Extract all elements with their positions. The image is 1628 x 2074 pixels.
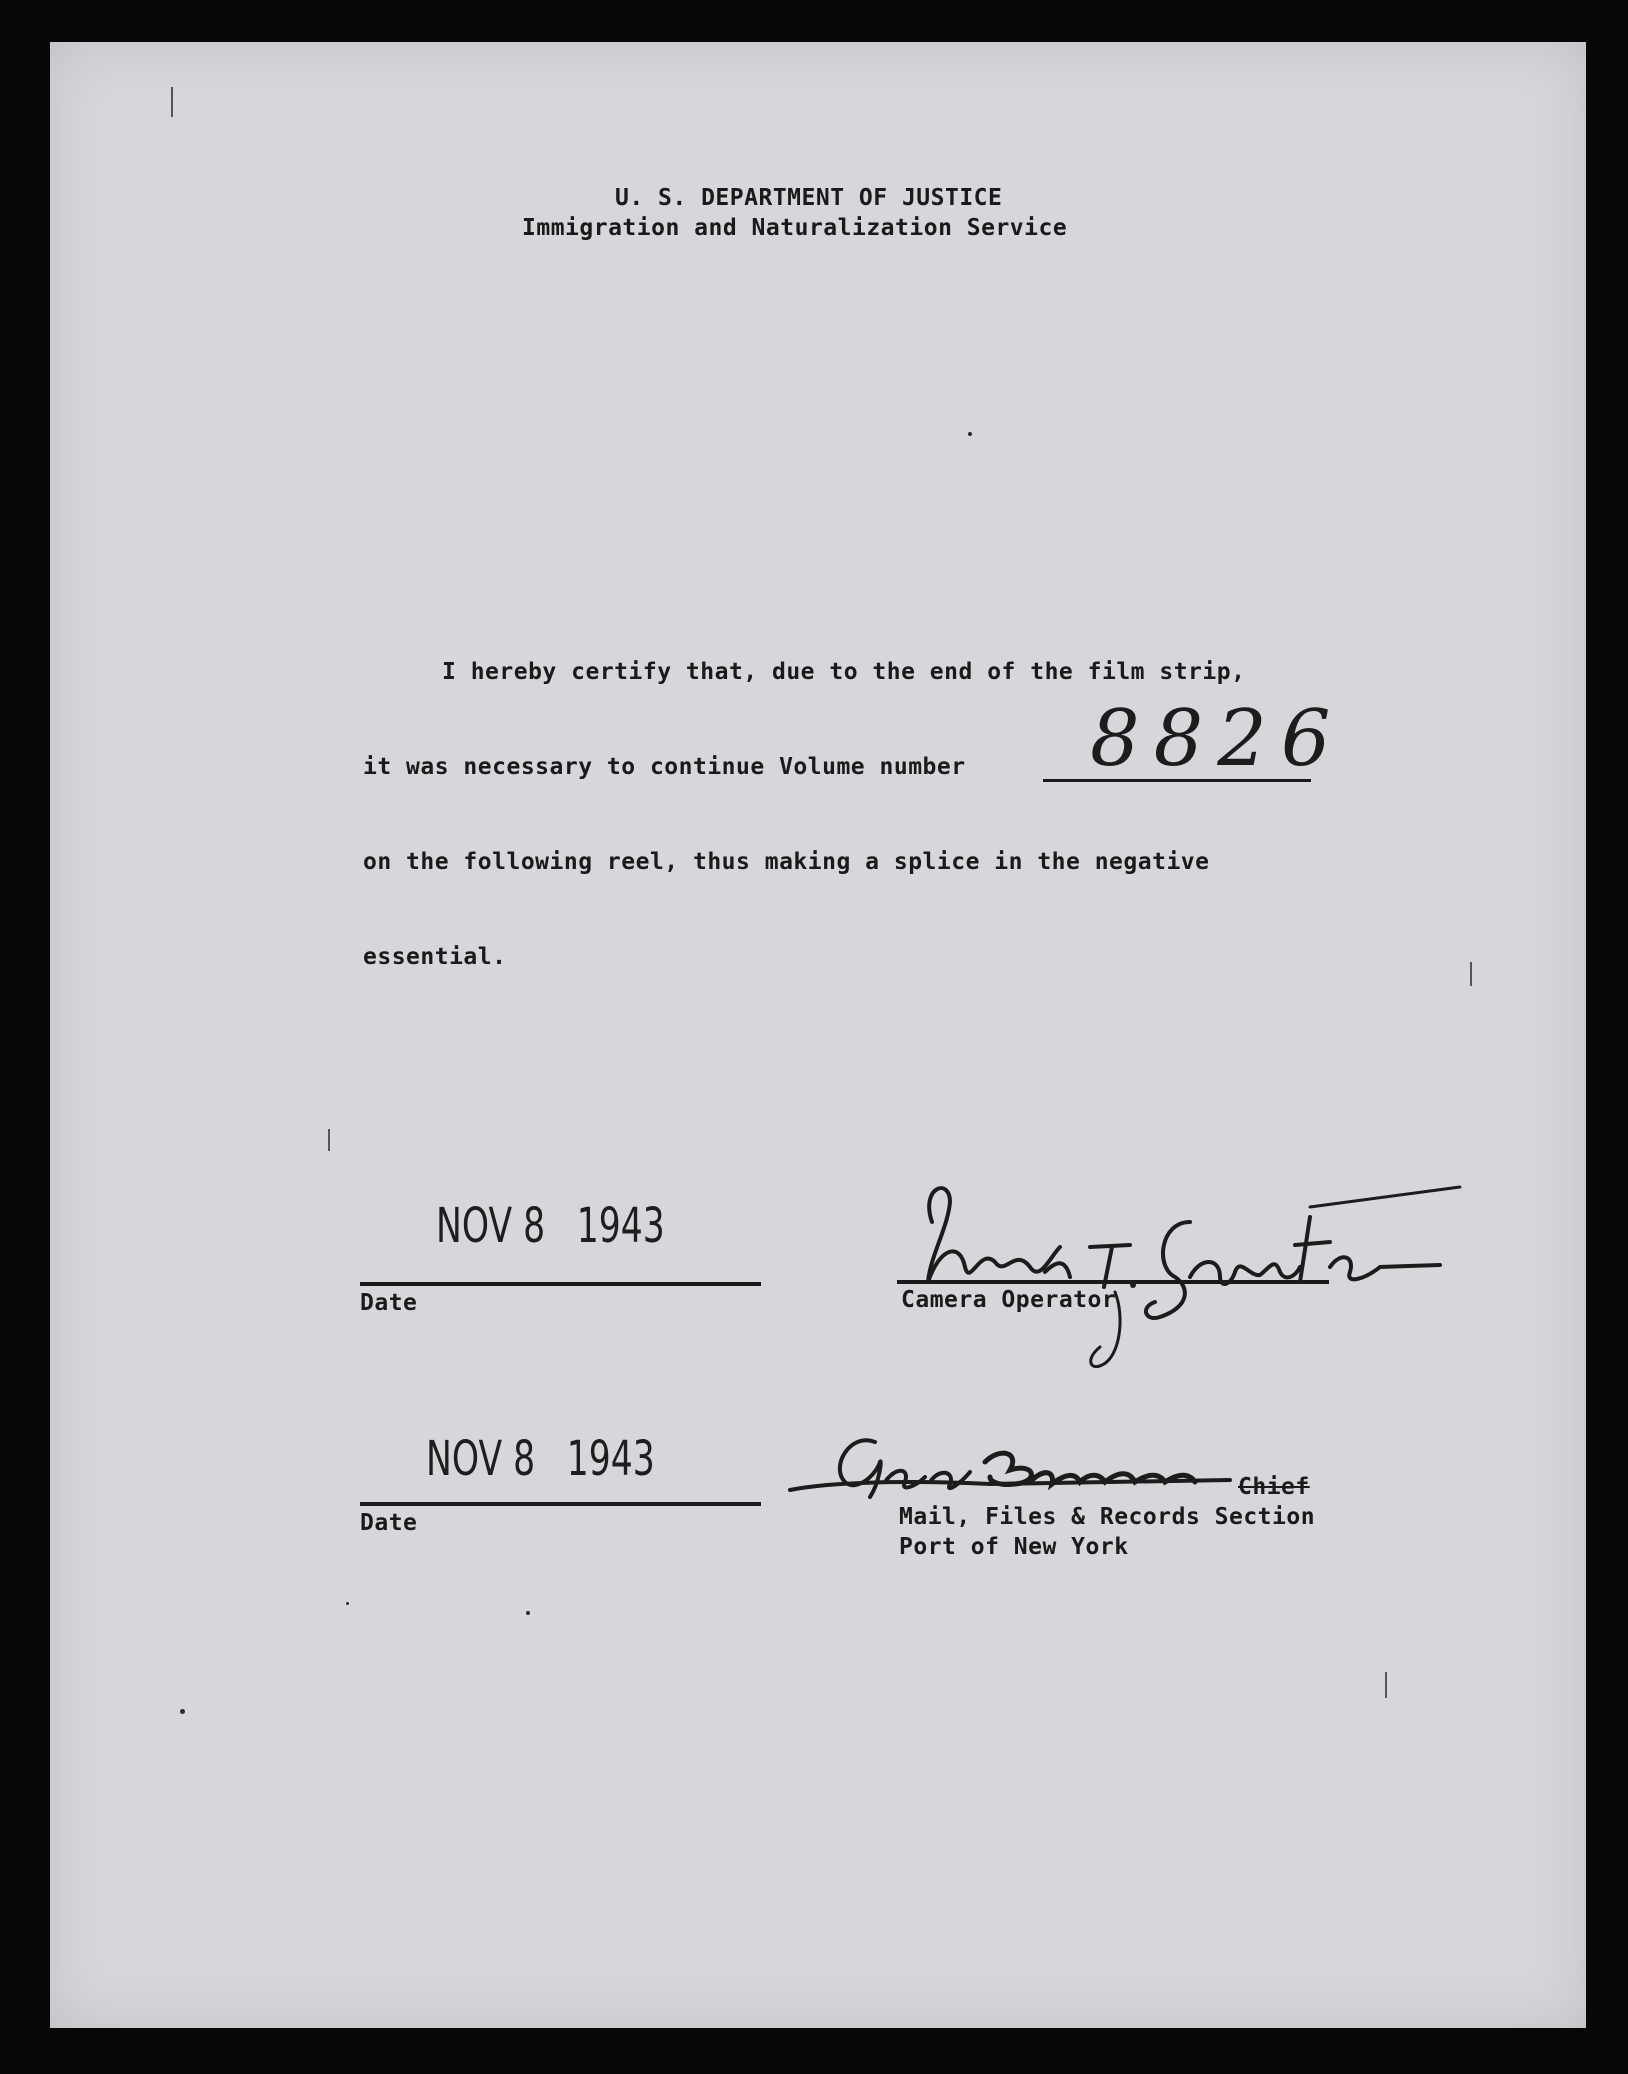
date-label-1: Date bbox=[360, 1290, 418, 1316]
port-of-new-york-title: Port of New York bbox=[899, 1534, 1129, 1560]
scan-speck bbox=[526, 1611, 530, 1615]
mail-files-records-title: Mail, Files & Records Section bbox=[899, 1504, 1316, 1530]
scan-mark bbox=[328, 1129, 330, 1151]
document-page bbox=[50, 42, 1586, 2028]
date-stamp-2 bbox=[426, 1431, 655, 1487]
service-heading: Immigration and Naturalization Service bbox=[522, 215, 1068, 241]
certificate-line-1: I hereby certify that, due to the end of the film strip, bbox=[442, 659, 1246, 685]
scan-mark bbox=[171, 87, 173, 117]
date-line-1 bbox=[360, 1282, 761, 1286]
date-stamp-2-month-day: NOV 8 bbox=[426, 1431, 536, 1487]
chief-title-struck: Chief bbox=[1238, 1474, 1310, 1500]
date-label-2: Date bbox=[360, 1510, 418, 1536]
scan-mark bbox=[1470, 962, 1472, 986]
camera-operator-title: Camera Operator bbox=[901, 1287, 1117, 1313]
certificate-line-3: on the following reel, thus making a splice in the negative bbox=[363, 849, 1210, 875]
date-stamp-1-year: 1943 bbox=[576, 1198, 665, 1254]
scan-speck bbox=[346, 1602, 349, 1605]
scan-speck bbox=[968, 432, 972, 436]
date-stamp-1 bbox=[436, 1198, 665, 1254]
date-stamp-1-month-day: NOV 8 bbox=[436, 1198, 546, 1254]
scan-speck bbox=[180, 1709, 185, 1714]
certificate-line-2: it was necessary to continue Volume number bbox=[363, 754, 966, 780]
volume-number: 8826 bbox=[1090, 694, 1345, 784]
camera-operator-signature bbox=[890, 1127, 1470, 1367]
certificate-line-4: essential. bbox=[363, 944, 507, 970]
date-stamp-2-year: 1943 bbox=[566, 1431, 655, 1487]
date-line-2 bbox=[360, 1502, 761, 1506]
scan-mark bbox=[1385, 1672, 1387, 1698]
chief-signature bbox=[790, 1412, 1390, 1512]
department-heading: U. S. DEPARTMENT OF JUSTICE bbox=[615, 185, 1003, 211]
